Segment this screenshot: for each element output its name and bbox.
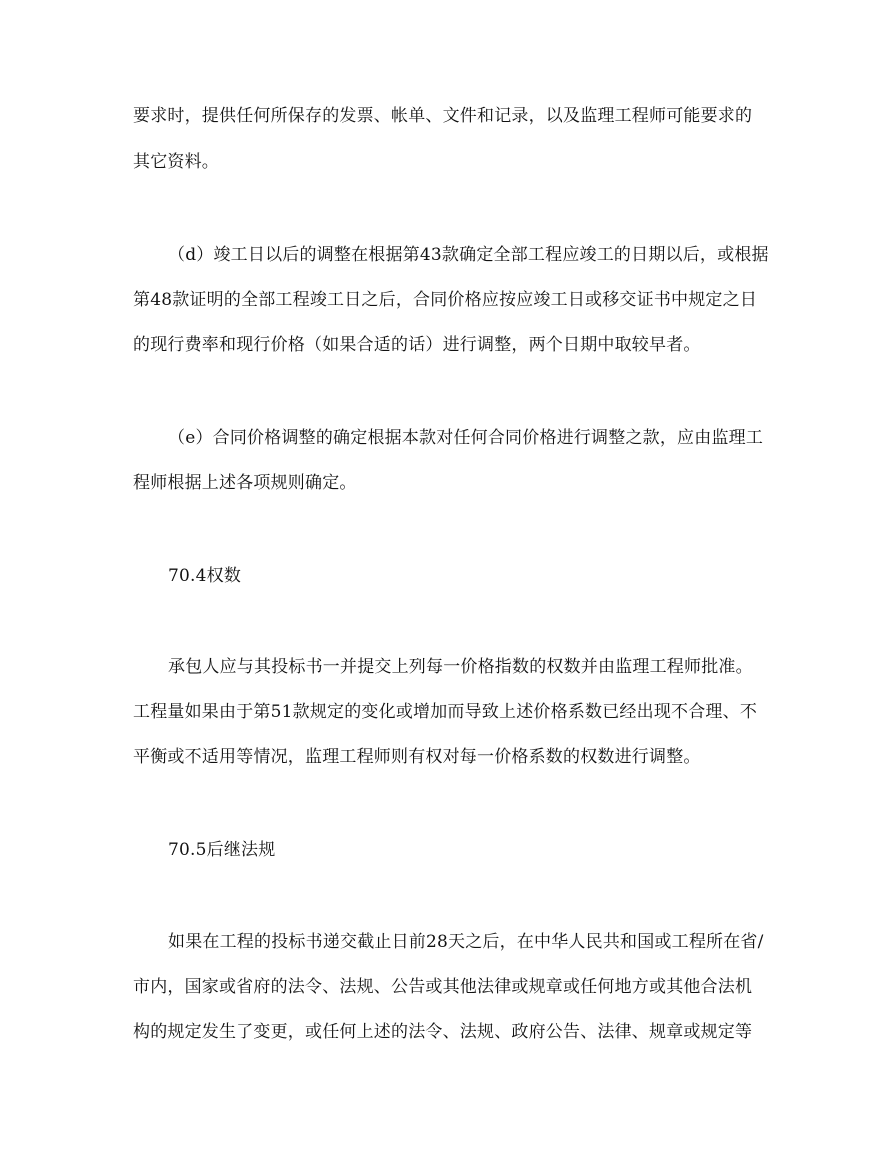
paragraph-line: 程师根据上述各项规则确定。	[133, 473, 357, 493]
paragraph-line: 工程量如果由于第51款规定的变化或增加而导致上述价格系数已经出现不合理、不	[133, 702, 758, 722]
section-heading: 70.5后继法规	[168, 840, 276, 860]
paragraph-line: 市内，国家或省府的法令、法规、公告或其他法律或规章或任何地方或其他合法机	[133, 977, 753, 997]
paragraph-line: 构的规定发生了变更，或任何上述的法令、法规、政府公告、法律、规章或规定等	[133, 1022, 753, 1042]
paragraph-line: （d）竣工日以后的调整在根据第43款确定全部工程应竣工的日期以后，或根据	[168, 245, 769, 265]
paragraph-line: 承包人应与其投标书一并提交上列每一价格指数的权数并由监理工程师批准。	[168, 657, 753, 677]
paragraph-line: 平衡或不适用等情况，监理工程师则有权对每一价格系数的权数进行调整。	[133, 747, 701, 767]
paragraph-line: 要求时，提供任何所保存的发票、帐单、文件和记录，以及监理工程师可能要求的	[133, 106, 753, 126]
paragraph-line: 其它资料。	[133, 152, 219, 172]
paragraph-line: 如果在工程的投标书递交截止日前28天之后，在中华人民共和国或工程所在省/	[168, 932, 764, 952]
paragraph-line: 的现行费率和现行价格（如果合适的话）进行调整，两个日期中取较早者。	[133, 335, 701, 355]
paragraph-line: 第48款证明的全部工程竣工日之后，合同价格应按应竣工日或移交证书中规定之日	[133, 290, 758, 310]
section-heading: 70.4权数	[168, 566, 242, 586]
paragraph-line: （e）合同价格调整的确定根据本款对任何合同价格进行调整之款，应由监理工	[168, 428, 764, 448]
